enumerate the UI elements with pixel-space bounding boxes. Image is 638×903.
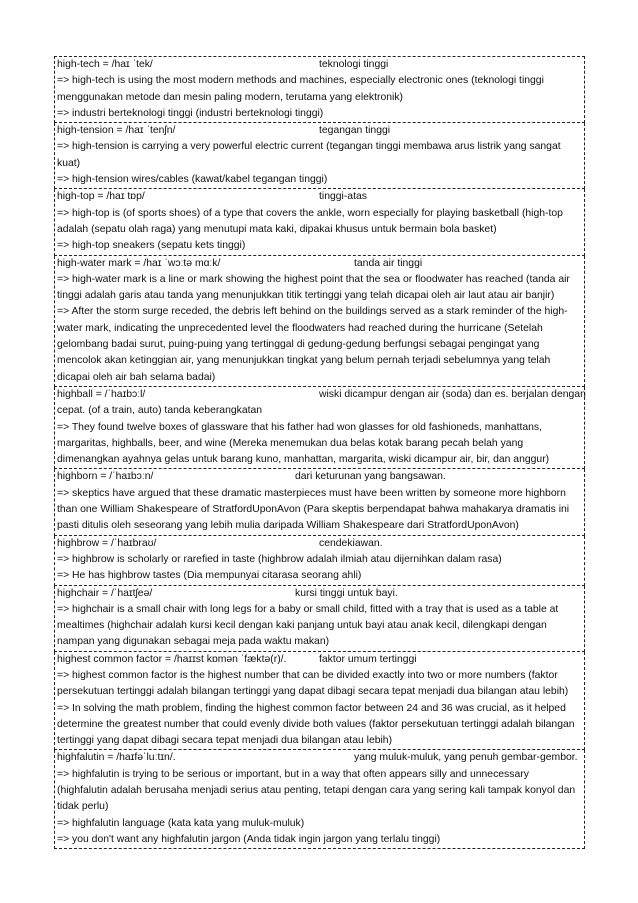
- entry-header: [57, 750, 582, 766]
- translation: yang muluk-muluk, yang penuh gembar-gembor.: [354, 752, 578, 764]
- translation: teknologi tinggi: [319, 59, 389, 70]
- headword: highbrow = /ˈhaɪbraʊ/: [57, 537, 157, 549]
- dictionary-page: [54, 56, 585, 849]
- definition-line: => In solving the math problem, finding the highest common factor between 24 and 36 was crucial, as it helped determine the greatest number that could evenly divide both values (faktor persekutuan tertinggi adalah bilangan tertinggi yang dapat dibagi secara tepat menjadi dua bilangan atau lebih): [57, 702, 575, 747]
- translation: tegangan tinggi: [319, 125, 391, 137]
- definition-line: => highbrow is scholarly or rarefied in taste (highbrow adalah ilmiah atau dijernihkan dalam rasa): [57, 553, 502, 565]
- dictionary-entry: [54, 652, 585, 751]
- definition-line: => skeptics have argued that these dramatic masterpieces must have been written by someone more highborn than one William Shakespeare of StratfordUponAvon (Para skeptis berpendapat bahwa mahakarya dramatis ini pasti ditulis oleh seseorang yang lebih mulia daripada William Shakespeare dari StratfordUponAvon): [57, 487, 570, 532]
- definition-line: => highfalutin language (kata kata yang muluk-muluk): [57, 817, 305, 829]
- definition-line: => highchair is a small chair with long legs for a baby or small child, fitted with a tray that is used as a table at mealtimes (highchair adalah kursi kecil dengan kaki panjang untuk bayi atau anak kecil, dilengkapi dengan nampan yang digunakan sebagai meja pada waktu makan): [57, 603, 559, 648]
- definition-line: => high-water mark is a line or mark showing the highest point that the sea or floodwater has reached (tanda air tinggi adalah garis atau tanda yang menunjukkan titik tertinggi yang telah dicapai oleh air laut atau air banjir): [57, 273, 570, 302]
- headword: highchair = /ˈhaɪtʃeə/: [57, 587, 153, 599]
- definition-line: => high-top sneakers (sepatu kets tinggi): [57, 240, 246, 252]
- entry-header: [57, 469, 582, 485]
- headword: high-tension = /haɪ ˈtenʃn/: [57, 125, 176, 137]
- definition-line: => high-tech is using the most modern methods and machines, especially electronic ones (teknologi tinggi menggunakan metode dan mesin paling modern, terutama yang elektronik): [57, 75, 544, 103]
- definition-line: => industri berteknologi tinggi (industri berteknologi tinggi): [57, 107, 324, 119]
- entry-header: [57, 256, 582, 272]
- translation: tinggi-atas: [319, 191, 367, 203]
- headword: highfalutin = /haɪfəˈluːtɪn/.: [57, 752, 176, 764]
- entry-header: [57, 57, 582, 73]
- definition-line: => high-tension wires/cables (kawat/kabel tegangan tinggi): [57, 174, 328, 186]
- headword: high-top = /haɪ tɒp/: [57, 191, 145, 203]
- headword: high-water mark = /haɪ ˈwɔːtə mɑːk/: [57, 257, 221, 269]
- translation: tanda air tinggi: [354, 257, 423, 269]
- dictionary-entry: [54, 56, 585, 123]
- headword: highest common factor = /haɪɪst kɒmən ˈfæktə(r)/.: [57, 653, 287, 665]
- headword: highball = /ˈhaɪbɔːl/: [57, 388, 146, 400]
- entry-header: [57, 536, 582, 552]
- entry-header: [57, 123, 582, 139]
- definition-line: => He has highbrow tastes (Dia mempunyai citarasa seorang ahli): [57, 570, 362, 582]
- translation: faktor umum tertinggi: [319, 653, 417, 665]
- translation: cendekiawan.: [319, 537, 383, 549]
- entry-header: [57, 387, 586, 403]
- headword: highborn = /ˈhaɪbɔːn/: [57, 471, 154, 483]
- headword: high-tech = /haɪ ˈtek/: [57, 59, 153, 70]
- dictionary-entry: [54, 123, 585, 189]
- dictionary-entry: [54, 536, 585, 586]
- definition-line: => high-top is (of sports shoes) of a type that covers the ankle, worn especially for playing basketball (high-top adalah (sepatu olah raga) yang menutupi mata kaki, dipakai khusus untuk bermain bola basket): [57, 207, 563, 235]
- definition-line: => They found twelve boxes of glassware that his father had won glasses for old fashioneds, manhattans, margaritas, highballs, beer, and wine (Mereka menemukan dua belas kotak barang pecah belah yang dimenangkan ayahnya gelas untuk barang kuno, manhattan, margarita, wiski dicampur air, bir, dan anggur): [57, 421, 550, 466]
- entry-header: [57, 189, 582, 205]
- definition-line: => highest common factor is the highest number that can be divided exactly into two or more numbers (faktor persekutuan tertinggi adalah bilangan tertinggi yang dapat dibagi secara tepat menjadi dua bilangan atau lebih): [57, 669, 569, 698]
- translation: wiski dicampur dengan air (soda) dan es. berjalan dengan: [319, 388, 586, 400]
- definition-line: cepat. (of a train, auto) tanda keberangkatan: [57, 405, 263, 417]
- definition-line: => highfalutin is trying to be serious or important, but in a way that often appears silly and unnecessary (highfalutin adalah berusaha menjadi serius atau penting, tetapi dengan cara yang sering kali tampak konyol dan tidak perlu): [57, 768, 576, 813]
- dictionary-entry: [54, 189, 585, 255]
- dictionary-entry: [54, 387, 585, 469]
- entry-header: [57, 586, 582, 602]
- translation: kursi tinggi untuk bayi.: [295, 587, 398, 599]
- translation: dari keturunan yang bangsawan.: [295, 471, 446, 483]
- dictionary-entry: [54, 586, 585, 652]
- definition-line: => you don't want any highfalutin jargon (Anda tidak ingin jargon yang terlalu tinggi): [57, 833, 441, 845]
- entry-header: [57, 652, 582, 668]
- definition-line: => After the storm surge receded, the debris left behind on the buildings served as a stark reminder of the high-water mark, indicating the unprecedented level the floodwaters had reached during the hurricane (Setelah gelombang badai surut, puing-puing yang tertinggal di gedung-gedung berfungsi sebagai pengingat yang mencolok akan ketinggian air, yang menunjukkan tingkat yang belum pernah terjadi sebelumnya yang telah dicapai oleh air bah selama badai): [57, 306, 568, 383]
- dictionary-entry: [54, 750, 585, 849]
- dictionary-entry: [54, 469, 585, 535]
- definition-line: => high-tension is carrying a very powerful electric current (tegangan tinggi membawa arus listrik yang sangat kuat): [57, 141, 561, 169]
- dictionary-entry: [54, 256, 585, 387]
